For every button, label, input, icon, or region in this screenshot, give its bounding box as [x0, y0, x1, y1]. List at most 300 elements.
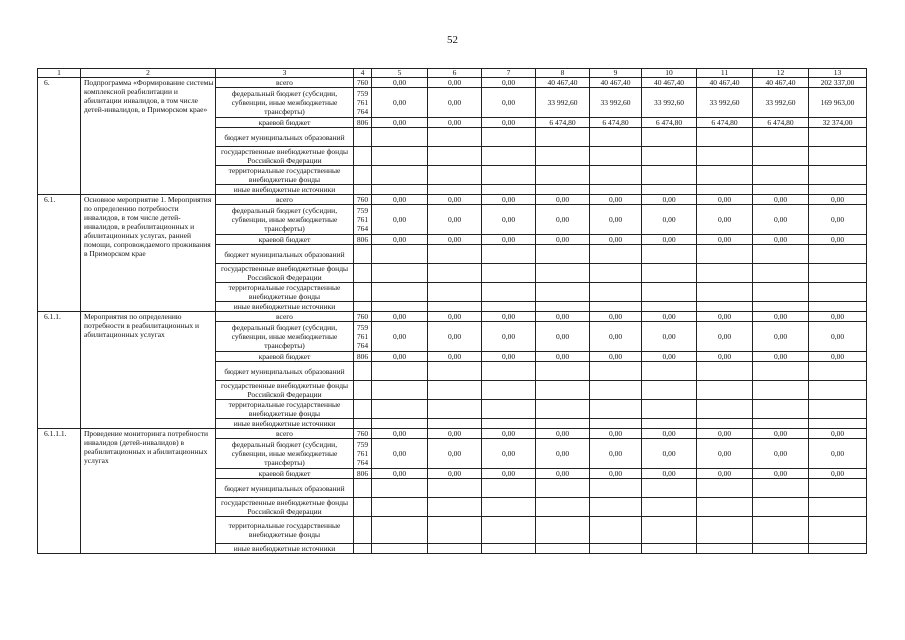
amount-cell: 0,00	[697, 322, 753, 352]
empty-cell	[809, 381, 867, 400]
empty-cell	[482, 517, 536, 544]
empty-cell	[428, 147, 482, 166]
empty-cell	[697, 381, 753, 400]
empty-cell	[642, 166, 697, 185]
amount-cell: 0,00	[697, 195, 753, 205]
empty-cell	[697, 302, 753, 312]
empty-cell	[482, 419, 536, 429]
funding-source: федеральный бюджет (субсидии, субвенции, иные межбюджетные трансферты)	[216, 88, 354, 118]
empty-cell	[590, 479, 642, 498]
column-header: 10	[642, 69, 697, 78]
funding-source: краевой бюджет	[216, 118, 354, 128]
amount-cell: 0,00	[428, 235, 482, 245]
empty-cell	[428, 302, 482, 312]
empty-cell	[372, 419, 428, 429]
amount-cell: 0,00	[697, 235, 753, 245]
budget-code: 760	[354, 312, 372, 322]
empty-cell	[753, 283, 809, 302]
empty-cell	[753, 517, 809, 544]
column-header: 3	[216, 69, 354, 78]
amount-cell: 0,00	[428, 439, 482, 469]
empty-cell	[697, 166, 753, 185]
empty-cell	[428, 381, 482, 400]
amount-cell: 0,00	[590, 469, 642, 479]
empty-cell	[642, 517, 697, 544]
amount-cell: 0,00	[536, 352, 590, 362]
amount-cell: 0,00	[482, 439, 536, 469]
budget-code-empty	[354, 362, 372, 381]
empty-cell	[590, 166, 642, 185]
budget-code: 806	[354, 469, 372, 479]
amount-cell: 0,00	[590, 429, 642, 439]
amount-cell: 0,00	[372, 88, 428, 118]
item-name: Подпрограмма «Формирование системы комплексной реабилитации и абилитации инвалидов, в том числе детей-инвалидов, в Приморском крае»	[81, 78, 216, 195]
empty-cell	[642, 264, 697, 283]
budget-code: 759 761 764	[354, 439, 372, 469]
funding-source: территориальные государственные внебюджетные фонды	[216, 517, 354, 544]
empty-cell	[536, 419, 590, 429]
budget-code-empty	[354, 498, 372, 517]
empty-cell	[482, 544, 536, 554]
empty-cell	[372, 147, 428, 166]
empty-cell	[753, 264, 809, 283]
funding-source: иные внебюджетные источники	[216, 302, 354, 312]
amount-cell: 0,00	[428, 205, 482, 235]
funding-source: территориальные государственные внебюджетные фонды	[216, 400, 354, 419]
empty-cell	[372, 245, 428, 264]
empty-cell	[428, 400, 482, 419]
funding-source: государственные внебюджетные фонды Российской Федерации	[216, 498, 354, 517]
empty-cell	[642, 544, 697, 554]
amount-cell: 0,00	[536, 235, 590, 245]
funding-source: краевой бюджет	[216, 469, 354, 479]
empty-cell	[590, 517, 642, 544]
empty-cell	[590, 498, 642, 517]
empty-cell	[697, 544, 753, 554]
empty-cell	[809, 517, 867, 544]
amount-cell: 32 374,00	[809, 118, 867, 128]
amount-cell: 0,00	[428, 195, 482, 205]
amount-cell: 0,00	[642, 352, 697, 362]
empty-cell	[642, 362, 697, 381]
item-number: 6.1.	[38, 195, 81, 312]
empty-cell	[642, 283, 697, 302]
amount-cell: 0,00	[809, 195, 867, 205]
empty-cell	[753, 147, 809, 166]
empty-cell	[482, 283, 536, 302]
amount-cell: 0,00	[482, 235, 536, 245]
funding-source: иные внебюджетные источники	[216, 185, 354, 195]
empty-cell	[536, 544, 590, 554]
item-name: Мероприятия по определению потребности в реабилитационных и абилитационных услугах	[81, 312, 216, 429]
amount-cell: 0,00	[590, 312, 642, 322]
empty-cell	[428, 166, 482, 185]
amount-cell: 0,00	[482, 312, 536, 322]
empty-cell	[753, 185, 809, 195]
amount-cell: 0,00	[590, 205, 642, 235]
empty-cell	[482, 400, 536, 419]
empty-cell	[372, 302, 428, 312]
budget-code: 760	[354, 429, 372, 439]
empty-cell	[697, 517, 753, 544]
amount-cell: 0,00	[428, 429, 482, 439]
empty-cell	[809, 400, 867, 419]
empty-cell	[428, 517, 482, 544]
empty-cell	[697, 147, 753, 166]
empty-cell	[428, 185, 482, 195]
empty-cell	[642, 302, 697, 312]
table-row	[38, 312, 867, 322]
amount-cell: 0,00	[372, 469, 428, 479]
amount-cell: 0,00	[753, 352, 809, 362]
empty-cell	[482, 166, 536, 185]
empty-cell	[590, 185, 642, 195]
empty-cell	[753, 362, 809, 381]
amount-cell: 0,00	[428, 469, 482, 479]
budget-code: 806	[354, 235, 372, 245]
empty-cell	[809, 245, 867, 264]
column-header: 13	[809, 69, 867, 78]
amount-cell: 6 474,80	[642, 118, 697, 128]
empty-cell	[372, 362, 428, 381]
amount-cell: 33 992,60	[753, 88, 809, 118]
amount-cell: 0,00	[372, 78, 428, 88]
empty-cell	[642, 419, 697, 429]
budget-code: 760	[354, 195, 372, 205]
amount-cell: 33 992,60	[536, 88, 590, 118]
amount-cell: 0,00	[428, 118, 482, 128]
amount-cell: 33 992,60	[590, 88, 642, 118]
amount-cell: 169 963,00	[809, 88, 867, 118]
funding-source: всего	[216, 195, 354, 205]
empty-cell	[428, 283, 482, 302]
amount-cell: 0,00	[697, 205, 753, 235]
funding-source: бюджет муниципальных образований	[216, 479, 354, 498]
amount-cell: 0,00	[809, 429, 867, 439]
empty-cell	[590, 544, 642, 554]
budget-code: 759 761 764	[354, 205, 372, 235]
amount-cell: 0,00	[428, 312, 482, 322]
budget-code-empty	[354, 419, 372, 429]
empty-cell	[697, 419, 753, 429]
empty-cell	[697, 498, 753, 517]
funding-source: краевой бюджет	[216, 235, 354, 245]
column-header: 2	[81, 69, 216, 78]
column-header-row	[38, 69, 867, 78]
empty-cell	[372, 381, 428, 400]
table-row	[38, 429, 867, 439]
empty-cell	[642, 185, 697, 195]
budget-code: 759 761 764	[354, 322, 372, 352]
amount-cell: 0,00	[372, 352, 428, 362]
amount-cell: 0,00	[753, 439, 809, 469]
column-header: 7	[482, 69, 536, 78]
budget-code-empty	[354, 147, 372, 166]
empty-cell	[536, 128, 590, 147]
item-number: 6.1.1.	[38, 312, 81, 429]
amount-cell: 0,00	[753, 429, 809, 439]
empty-cell	[536, 362, 590, 381]
empty-cell	[697, 283, 753, 302]
amount-cell: 40 467,40	[642, 78, 697, 88]
empty-cell	[482, 147, 536, 166]
budget-code: 760	[354, 78, 372, 88]
amount-cell: 0,00	[809, 322, 867, 352]
column-header: 6	[428, 69, 482, 78]
empty-cell	[482, 245, 536, 264]
empty-cell	[536, 185, 590, 195]
budget-code-empty	[354, 302, 372, 312]
empty-cell	[428, 498, 482, 517]
empty-cell	[482, 498, 536, 517]
amount-cell: 0,00	[482, 322, 536, 352]
empty-cell	[372, 185, 428, 195]
item-name: Проведение мониторинга потребности инвалидов (детей-инвалидов) в реабилитационных и абилитационных услугах	[81, 429, 216, 554]
empty-cell	[809, 302, 867, 312]
amount-cell: 0,00	[753, 312, 809, 322]
amount-cell: 0,00	[809, 312, 867, 322]
empty-cell	[590, 419, 642, 429]
funding-source: иные внебюджетные источники	[216, 419, 354, 429]
budget-code: 806	[354, 118, 372, 128]
funding-source: краевой бюджет	[216, 352, 354, 362]
amount-cell: 0,00	[809, 205, 867, 235]
empty-cell	[753, 400, 809, 419]
amount-cell: 0,00	[428, 352, 482, 362]
funding-source: иные внебюджетные источники	[216, 544, 354, 554]
column-header: 8	[536, 69, 590, 78]
empty-cell	[753, 166, 809, 185]
empty-cell	[428, 362, 482, 381]
amount-cell: 0,00	[372, 439, 428, 469]
amount-cell: 0,00	[536, 429, 590, 439]
amount-cell: 0,00	[482, 118, 536, 128]
empty-cell	[536, 264, 590, 283]
amount-cell: 0,00	[590, 352, 642, 362]
amount-cell: 0,00	[372, 312, 428, 322]
amount-cell: 33 992,60	[697, 88, 753, 118]
amount-cell: 40 467,40	[536, 78, 590, 88]
table-row	[38, 195, 867, 205]
amount-cell: 0,00	[536, 322, 590, 352]
empty-cell	[809, 283, 867, 302]
empty-cell	[372, 544, 428, 554]
amount-cell: 0,00	[428, 322, 482, 352]
amount-cell: 0,00	[536, 195, 590, 205]
empty-cell	[753, 419, 809, 429]
column-header: 11	[697, 69, 753, 78]
amount-cell: 0,00	[753, 469, 809, 479]
amount-cell: 0,00	[697, 469, 753, 479]
empty-cell	[753, 498, 809, 517]
empty-cell	[809, 479, 867, 498]
amount-cell: 6 474,80	[753, 118, 809, 128]
item-name: Основное мероприятие 1. Мероприятия по определению потребности инвалидов, в том числе детей-инвалидов, в реабилитационных и абилитационных услугах, ранней помощи, сопровождаемого проживания в Приморском крае	[81, 195, 216, 312]
amount-cell: 0,00	[642, 312, 697, 322]
empty-cell	[753, 479, 809, 498]
empty-cell	[697, 479, 753, 498]
empty-cell	[372, 517, 428, 544]
empty-cell	[536, 517, 590, 544]
amount-cell: 0,00	[697, 312, 753, 322]
empty-cell	[642, 128, 697, 147]
amount-cell: 0,00	[642, 322, 697, 352]
empty-cell	[590, 381, 642, 400]
amount-cell: 0,00	[372, 195, 428, 205]
amount-cell: 0,00	[482, 88, 536, 118]
amount-cell: 0,00	[590, 195, 642, 205]
item-number: 6.	[38, 78, 81, 195]
empty-cell	[590, 264, 642, 283]
empty-cell	[590, 128, 642, 147]
amount-cell: 6 474,80	[590, 118, 642, 128]
empty-cell	[536, 283, 590, 302]
empty-cell	[697, 185, 753, 195]
funding-source: федеральный бюджет (субсидии, субвенции, иные межбюджетные трансферты)	[216, 322, 354, 352]
empty-cell	[697, 362, 753, 381]
amount-cell: 0,00	[590, 322, 642, 352]
empty-cell	[428, 544, 482, 554]
empty-cell	[482, 362, 536, 381]
empty-cell	[809, 166, 867, 185]
empty-cell	[428, 245, 482, 264]
amount-cell: 0,00	[372, 429, 428, 439]
empty-cell	[482, 302, 536, 312]
empty-cell	[428, 264, 482, 283]
amount-cell: 0,00	[428, 78, 482, 88]
amount-cell: 0,00	[590, 235, 642, 245]
funding-source: бюджет муниципальных образований	[216, 245, 354, 264]
budget-code-empty	[354, 245, 372, 264]
funding-source: государственные внебюджетные фонды Российской Федерации	[216, 264, 354, 283]
amount-cell: 0,00	[428, 88, 482, 118]
empty-cell	[809, 544, 867, 554]
empty-cell	[482, 479, 536, 498]
funding-source: территориальные государственные внебюджетные фонды	[216, 283, 354, 302]
budget-code-empty	[354, 381, 372, 400]
amount-cell: 0,00	[536, 469, 590, 479]
empty-cell	[809, 498, 867, 517]
empty-cell	[642, 498, 697, 517]
empty-cell	[372, 400, 428, 419]
amount-cell: 0,00	[809, 352, 867, 362]
empty-cell	[590, 283, 642, 302]
amount-cell: 0,00	[536, 439, 590, 469]
table-row	[38, 78, 867, 88]
empty-cell	[482, 185, 536, 195]
amount-cell: 0,00	[372, 205, 428, 235]
amount-cell: 0,00	[753, 235, 809, 245]
empty-cell	[428, 479, 482, 498]
empty-cell	[753, 544, 809, 554]
empty-cell	[753, 128, 809, 147]
empty-cell	[372, 166, 428, 185]
empty-cell	[372, 264, 428, 283]
amount-cell: 0,00	[372, 235, 428, 245]
empty-cell	[536, 302, 590, 312]
empty-cell	[372, 498, 428, 517]
amount-cell: 40 467,40	[697, 78, 753, 88]
budget-code-empty	[354, 479, 372, 498]
empty-cell	[590, 245, 642, 264]
amount-cell: 0,00	[590, 439, 642, 469]
amount-cell: 0,00	[372, 118, 428, 128]
empty-cell	[590, 362, 642, 381]
budget-code-empty	[354, 166, 372, 185]
empty-cell	[536, 166, 590, 185]
empty-cell	[482, 381, 536, 400]
amount-cell: 0,00	[697, 352, 753, 362]
amount-cell: 0,00	[642, 235, 697, 245]
funding-source: всего	[216, 429, 354, 439]
empty-cell	[697, 245, 753, 264]
column-header: 5	[372, 69, 428, 78]
empty-cell	[642, 400, 697, 419]
funding-source: федеральный бюджет (субсидии, субвенции, иные межбюджетные трансферты)	[216, 205, 354, 235]
amount-cell: 0,00	[536, 312, 590, 322]
amount-cell: 0,00	[642, 205, 697, 235]
amount-cell: 0,00	[642, 195, 697, 205]
amount-cell: 40 467,40	[590, 78, 642, 88]
amount-cell: 40 467,40	[753, 78, 809, 88]
budget-table	[37, 68, 867, 554]
column-header: 1	[38, 69, 81, 78]
page-number: 52	[447, 34, 458, 46]
empty-cell	[482, 264, 536, 283]
amount-cell: 0,00	[482, 78, 536, 88]
empty-cell	[642, 381, 697, 400]
column-header: 4	[354, 69, 372, 78]
funding-source: государственные внебюджетные фонды Российской Федерации	[216, 381, 354, 400]
empty-cell	[809, 147, 867, 166]
funding-source: бюджет муниципальных образований	[216, 128, 354, 147]
funding-source: всего	[216, 78, 354, 88]
budget-code-empty	[354, 400, 372, 419]
empty-cell	[642, 147, 697, 166]
funding-source: федеральный бюджет (субсидии, субвенции, иные межбюджетные трансферты)	[216, 439, 354, 469]
empty-cell	[536, 498, 590, 517]
empty-cell	[536, 479, 590, 498]
empty-cell	[809, 128, 867, 147]
amount-cell: 0,00	[753, 322, 809, 352]
amount-cell: 0,00	[536, 205, 590, 235]
amount-cell: 0,00	[809, 235, 867, 245]
empty-cell	[590, 147, 642, 166]
amount-cell: 33 992,60	[642, 88, 697, 118]
empty-cell	[536, 147, 590, 166]
empty-cell	[753, 245, 809, 264]
empty-cell	[809, 185, 867, 195]
amount-cell: 0,00	[482, 195, 536, 205]
amount-cell: 0,00	[697, 439, 753, 469]
amount-cell: 0,00	[372, 322, 428, 352]
column-header: 9	[590, 69, 642, 78]
amount-cell: 6 474,80	[697, 118, 753, 128]
budget-code-empty	[354, 128, 372, 147]
empty-cell	[428, 128, 482, 147]
amount-cell: 6 474,80	[536, 118, 590, 128]
amount-cell: 0,00	[642, 429, 697, 439]
empty-cell	[536, 400, 590, 419]
empty-cell	[809, 419, 867, 429]
funding-source: бюджет муниципальных образований	[216, 362, 354, 381]
funding-source: всего	[216, 312, 354, 322]
empty-cell	[697, 264, 753, 283]
empty-cell	[482, 128, 536, 147]
amount-cell: 0,00	[809, 439, 867, 469]
funding-source: государственные внебюджетные фонды Российской Федерации	[216, 147, 354, 166]
amount-cell: 0,00	[642, 469, 697, 479]
